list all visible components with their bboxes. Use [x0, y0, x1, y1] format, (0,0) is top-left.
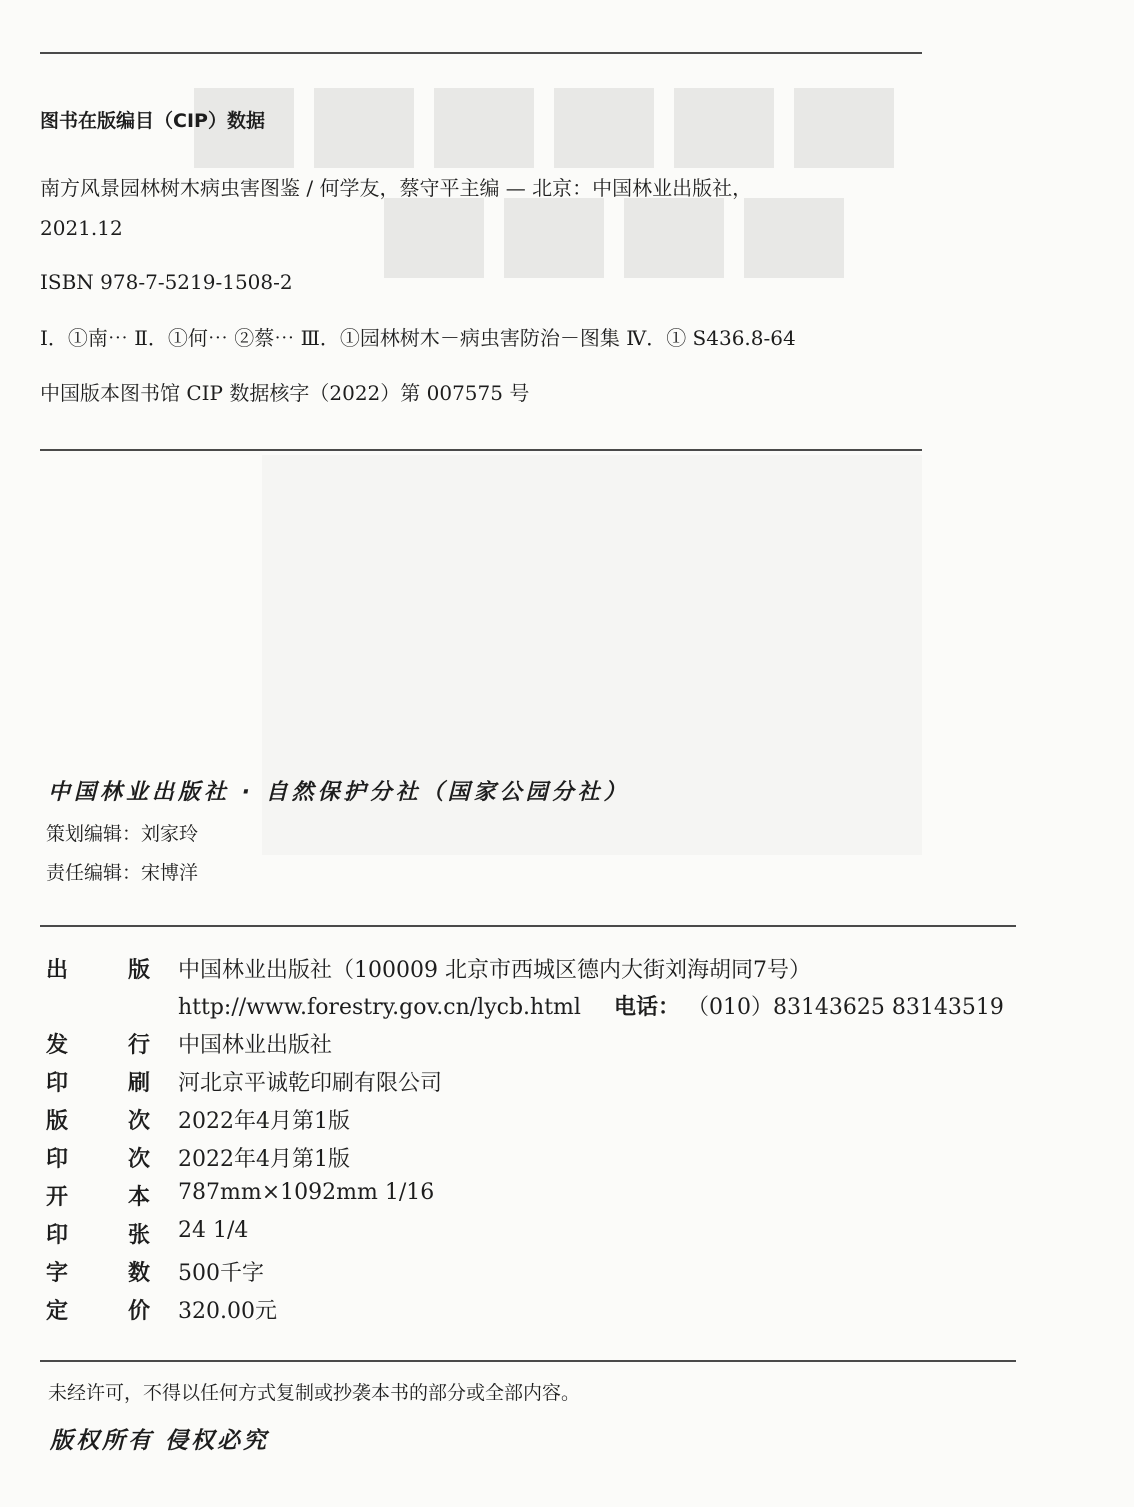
- phone-numbers: （010）83143625 83143519: [686, 995, 1004, 1020]
- rights-reserved: 版权所有 侵权必究: [50, 1428, 270, 1454]
- top-rule: [40, 52, 922, 54]
- publisher-url: http://www.forestry.gov.cn/lycb.html: [178, 995, 581, 1020]
- details-top-rule: [40, 925, 1016, 927]
- publisher-division: 中国林业出版社 · 自然保护分社（国家公园分社）: [48, 780, 630, 805]
- cip-line-title: 南方风景园林树木病虫害图鉴 / 何学友，蔡守平主编 — 北京：中国林业出版社，: [40, 176, 753, 200]
- cip-bottom-rule: [40, 449, 922, 451]
- copy-notice: 未经许可，不得以任何方式复制或抄袭本书的部分或全部内容。: [48, 1382, 581, 1404]
- cip-line-isbn: ISBN 978-7-5219-1508-2: [40, 270, 293, 294]
- responsible-editor: 责任编辑：宋博洋: [46, 862, 199, 884]
- notice-rule: [40, 1360, 1016, 1362]
- cip-line-classification: Ⅰ．①南⋯ Ⅱ．①何⋯ ②蔡⋯ Ⅲ．①园林树木－病虫害防治－图集 Ⅳ．① S436.8-64: [40, 326, 796, 350]
- planning-editor: 策划编辑：刘家玲: [46, 823, 199, 845]
- cip-line-date: 2021.12: [40, 216, 123, 240]
- contact-row: [178, 990, 1004, 1021]
- cip-heading: 图书在版编目（CIP）数据: [40, 110, 265, 132]
- cip-line-record: 中国版本图书馆 CIP 数据核字（2022）第 007575 号: [40, 381, 530, 405]
- phone-label: 电话：: [613, 995, 680, 1020]
